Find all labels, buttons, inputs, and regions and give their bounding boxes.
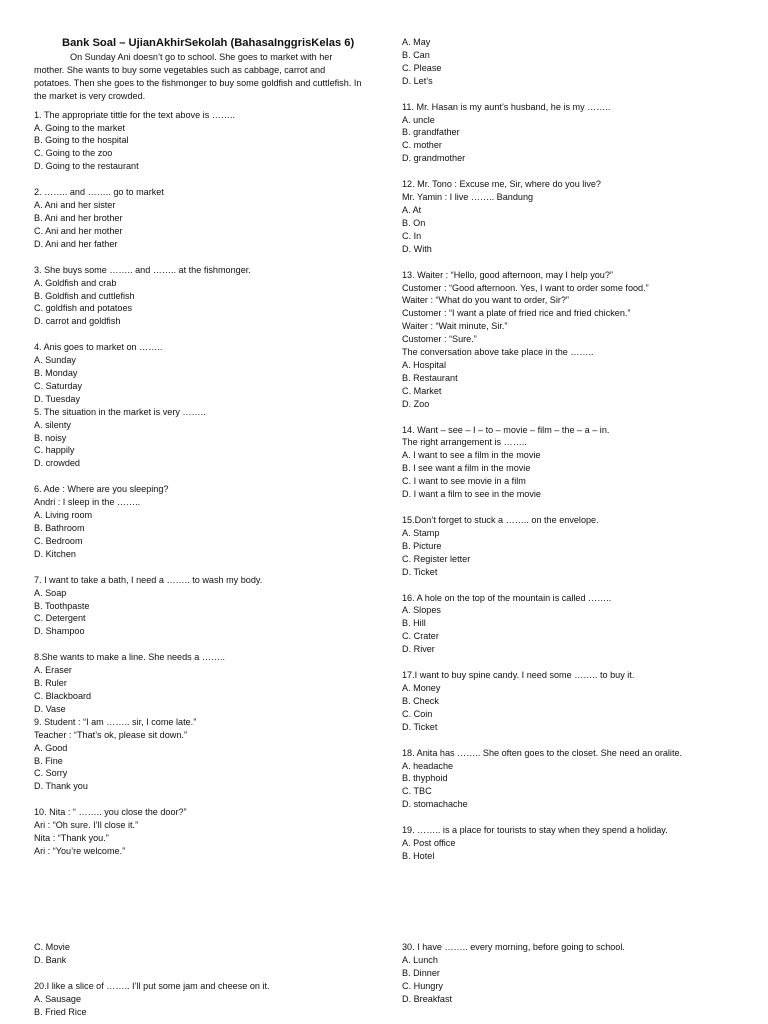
question-line: 7. I want to take a bath, I need a …….. to wash my body. — [34, 574, 263, 585]
question-line: A. Soap — [34, 587, 67, 598]
block-spacer — [34, 173, 364, 186]
block-spacer — [402, 811, 732, 824]
question-line: The conversation above take place in the …….. — [402, 347, 594, 358]
question-line: C. Bedroom — [34, 535, 83, 546]
question-block — [402, 269, 732, 411]
question-block — [34, 264, 364, 329]
question-line: A. I want to see a film in the movie — [402, 450, 541, 461]
question-block — [34, 806, 364, 858]
question-line: D. Let’s — [402, 75, 433, 86]
question-line: A. Eraser — [34, 665, 72, 676]
question-line: A. At — [402, 204, 422, 215]
question-block — [34, 651, 364, 716]
block-spacer — [34, 470, 364, 483]
question-line: 1. The appropriate tittle for the text above is …….. — [34, 109, 236, 120]
question-block — [402, 424, 732, 501]
question-block — [34, 716, 364, 793]
question-line: B. Restaurant — [402, 372, 458, 383]
question-line: A. May — [402, 37, 431, 47]
question-line: A. Good — [34, 742, 68, 753]
question-line: Teacher : “That’s ok, please sit down.” — [34, 729, 187, 740]
question-block — [402, 669, 732, 734]
question-line: D. Ticket — [402, 566, 438, 577]
question-block — [402, 101, 732, 166]
question-line: A. uncle — [402, 114, 435, 125]
left-question-list — [34, 109, 364, 858]
question-line: B. Ani and her brother — [34, 212, 123, 223]
question-line: 3. She buys some …….. and …….. at the fishmonger. — [34, 264, 251, 275]
right-question-list — [402, 36, 732, 863]
question-line: C. I want to see movie in a film — [402, 476, 526, 487]
question-line: C. Blackboard — [34, 690, 92, 701]
question-block — [402, 36, 732, 88]
question-line: 10. Nita : “ …….. you close the door?” — [34, 807, 187, 818]
question-line: 30. I have …….. every morning, before going to school. — [402, 942, 625, 952]
question-line: D. carrot and goldfish — [34, 316, 121, 327]
question-line: A. Sausage — [34, 993, 82, 1004]
question-line: 2. …….. and …….. go to market — [34, 187, 164, 198]
block-spacer — [402, 579, 732, 592]
question-line: B. Bathroom — [34, 523, 85, 533]
question-line: C. Detergent — [34, 613, 86, 624]
question-line: B. noisy — [34, 432, 67, 443]
question-line: 9. Student : “I am …….. sir, I come late.” — [34, 716, 197, 727]
question-line: A. Ani and her sister — [34, 200, 116, 211]
question-line: 14. Want – see – I – to – movie – film – the – a – in. — [402, 424, 610, 435]
block-spacer — [402, 656, 732, 669]
bottom-right-question-list — [402, 941, 732, 1006]
question-line: 17.I want to buy spine candy. I need some …….. to buy it. — [402, 670, 635, 681]
block-spacer — [402, 501, 732, 514]
question-line: 13. Waiter : “Hello, good afternoon, may I help you?” — [402, 269, 613, 280]
question-line: 16. A hole on the top of the mountain is called …….. — [402, 592, 612, 603]
question-line: 8.She wants to make a line. She needs a …….. — [34, 652, 226, 663]
left-column — [34, 36, 364, 858]
question-block — [34, 574, 364, 639]
question-line: Ari : “You’re welcome.” — [34, 845, 126, 856]
question-line: Andri : I sleep in the …….. — [34, 497, 141, 508]
question-line: A. Money — [402, 682, 441, 693]
block-spacer — [402, 256, 732, 269]
question-line: B. On — [402, 217, 426, 228]
question-line: The right arrangement is …….. — [402, 437, 527, 448]
bottom-left-column — [34, 941, 364, 1019]
question-line: Nita : “Thank you.” — [34, 833, 109, 844]
question-line: D. Ticket — [402, 721, 438, 732]
intro-paragraph: On Sunday Ani doesn’t go to school. She goes to market with her mother. She wants to buy some vegetables such as cabbage, carrot and potatoes. Then she goes to the fishmonger to buy some goldfish and cuttlefish. In the market is very crowded. — [34, 52, 362, 101]
question-line: C. goldfish and potatoes — [34, 303, 133, 314]
block-spacer — [402, 734, 732, 747]
question-line: A. headache — [402, 760, 454, 771]
question-line: A. Going to the market — [34, 122, 125, 133]
question-block — [34, 341, 364, 406]
question-line: C. Market — [402, 385, 442, 396]
question-line: C. Register letter — [402, 553, 471, 564]
question-line: D. Bank — [34, 954, 67, 965]
question-line: C. happily — [34, 445, 75, 456]
question-line: 20.I like a slice of …….. I’ll put some jam and cheese on it. — [34, 980, 270, 991]
question-block — [402, 747, 732, 812]
question-block — [34, 483, 364, 560]
question-line: D. Thank you — [34, 781, 88, 792]
question-line: 19. …….. is a place for tourists to stay when they spend a holiday. — [402, 825, 668, 836]
question-line: Customer : “Sure.” — [402, 334, 477, 345]
question-block — [402, 941, 732, 1006]
question-line: A. Sunday — [34, 355, 76, 366]
question-block — [34, 980, 364, 1019]
right-column — [402, 36, 732, 863]
question-line: B. Can — [402, 49, 430, 60]
question-line: D. Shampoo — [34, 626, 85, 637]
bottom-left-question-list — [34, 941, 364, 1019]
block-spacer — [34, 967, 364, 980]
question-line: 6. Ade : Where are you sleeping? — [34, 484, 169, 495]
question-line: C. Coin — [402, 708, 433, 719]
question-line: 4. Anis goes to market on …….. — [34, 342, 163, 353]
question-line: D. With — [402, 243, 432, 254]
question-line: B. Fine — [34, 755, 63, 766]
question-line: C. Please — [402, 62, 442, 73]
bottom-right-column — [402, 941, 732, 1006]
question-line: A. Stamp — [402, 527, 440, 538]
block-spacer — [34, 251, 364, 264]
question-line: A. Post office — [402, 838, 456, 849]
question-line: A. Living room — [34, 510, 93, 521]
question-line: Customer : “Good afternoon. Yes, I want to order some food.” — [402, 282, 649, 293]
question-line: A. Lunch — [402, 954, 438, 965]
question-line: B. Picture — [402, 540, 442, 551]
question-line: D. River — [402, 644, 435, 655]
question-line: A. Goldfish and crab — [34, 277, 117, 288]
question-line: B. Hill — [402, 618, 426, 629]
question-line: B. Going to the hospital — [34, 135, 129, 146]
question-line: D. I want a film to see in the movie — [402, 489, 541, 500]
question-line: 5. The situation in the market is very …….. — [34, 406, 206, 417]
question-line: C. mother — [402, 140, 442, 151]
question-line: A. Slopes — [402, 605, 441, 616]
question-line: B. Monday — [34, 368, 78, 379]
question-line: C. In — [402, 230, 422, 241]
question-line: B. Fried Rice — [34, 1006, 87, 1017]
question-block — [402, 824, 732, 863]
question-block — [402, 514, 732, 579]
block-spacer — [34, 561, 364, 574]
question-line: D. Breakfast — [402, 993, 453, 1004]
block-spacer — [34, 328, 364, 341]
question-line: B. Ruler — [34, 678, 67, 689]
question-line: B. Dinner — [402, 967, 440, 978]
question-line: C. Crater — [402, 631, 439, 642]
question-line: Customer : “I want a plate of fried rice and fried chicken.” — [402, 308, 631, 319]
question-line: 15.Don’t forget to stuck a …….. on the envelope. — [402, 515, 599, 525]
question-block — [34, 109, 364, 174]
page-title: Bank Soal – UjianAkhirSekolah (BahasaInggrisKelas 6) — [62, 37, 355, 49]
question-line: B. thyphoid — [402, 773, 448, 784]
question-block — [34, 406, 364, 471]
block-spacer — [34, 638, 364, 651]
question-line: C. Hungry — [402, 980, 443, 991]
question-block — [34, 186, 364, 251]
block-spacer — [34, 793, 364, 806]
question-line: D. crowded — [34, 458, 80, 469]
question-line: B. Goldfish and cuttlefish — [34, 290, 135, 301]
question-line: D. Kitchen — [34, 548, 76, 559]
question-line: 11. Mr. Hasan is my aunt’s husband, he is my …….. — [402, 101, 611, 112]
question-line: Ari : “Oh sure. I’ll close it.” — [34, 820, 139, 831]
question-line: Mr. Yamin : I live …….. Bandung — [402, 192, 534, 203]
question-line: D. Vase — [34, 703, 66, 714]
block-spacer — [402, 88, 732, 101]
block-spacer — [402, 411, 732, 424]
question-line: Waiter : “Wait minute, Sir.” — [402, 321, 508, 332]
question-line: C. Going to the zoo — [34, 148, 113, 159]
question-line: C. Saturday — [34, 380, 83, 391]
block-spacer — [402, 165, 732, 178]
question-block — [402, 178, 732, 255]
question-line: B. I see want a film in the movie — [402, 463, 531, 474]
question-line: C. Sorry — [34, 768, 68, 779]
question-line: D. Tuesday — [34, 393, 80, 404]
question-line: 18. Anita has …….. She often goes to the closet. She need an oralite. — [402, 747, 683, 758]
question-line: B. grandfather — [402, 127, 460, 138]
question-line: C. Ani and her mother — [34, 225, 123, 236]
question-line: D. grandmother — [402, 153, 466, 164]
question-line: B. Hotel — [402, 850, 435, 861]
question-block — [402, 592, 732, 657]
question-line: D. Ani and her father — [34, 238, 118, 249]
question-block — [34, 941, 364, 967]
question-line: C. TBC — [402, 786, 432, 797]
question-line: D. Going to the restaurant — [34, 161, 139, 172]
question-line: Waiter : “What do you want to order, Sir?” — [402, 295, 569, 306]
question-line: D. Zoo — [402, 398, 430, 409]
question-line: 12. Mr. Tono : Excuse me, Sir, where do you live? — [402, 179, 601, 190]
question-line: A. Hospital — [402, 359, 446, 370]
question-line: C. Movie — [34, 942, 70, 952]
question-line: B. Toothpaste — [34, 600, 90, 611]
question-line: A. silenty — [34, 419, 71, 430]
question-line: B. Check — [402, 695, 439, 706]
question-line: D. stomachache — [402, 799, 468, 810]
